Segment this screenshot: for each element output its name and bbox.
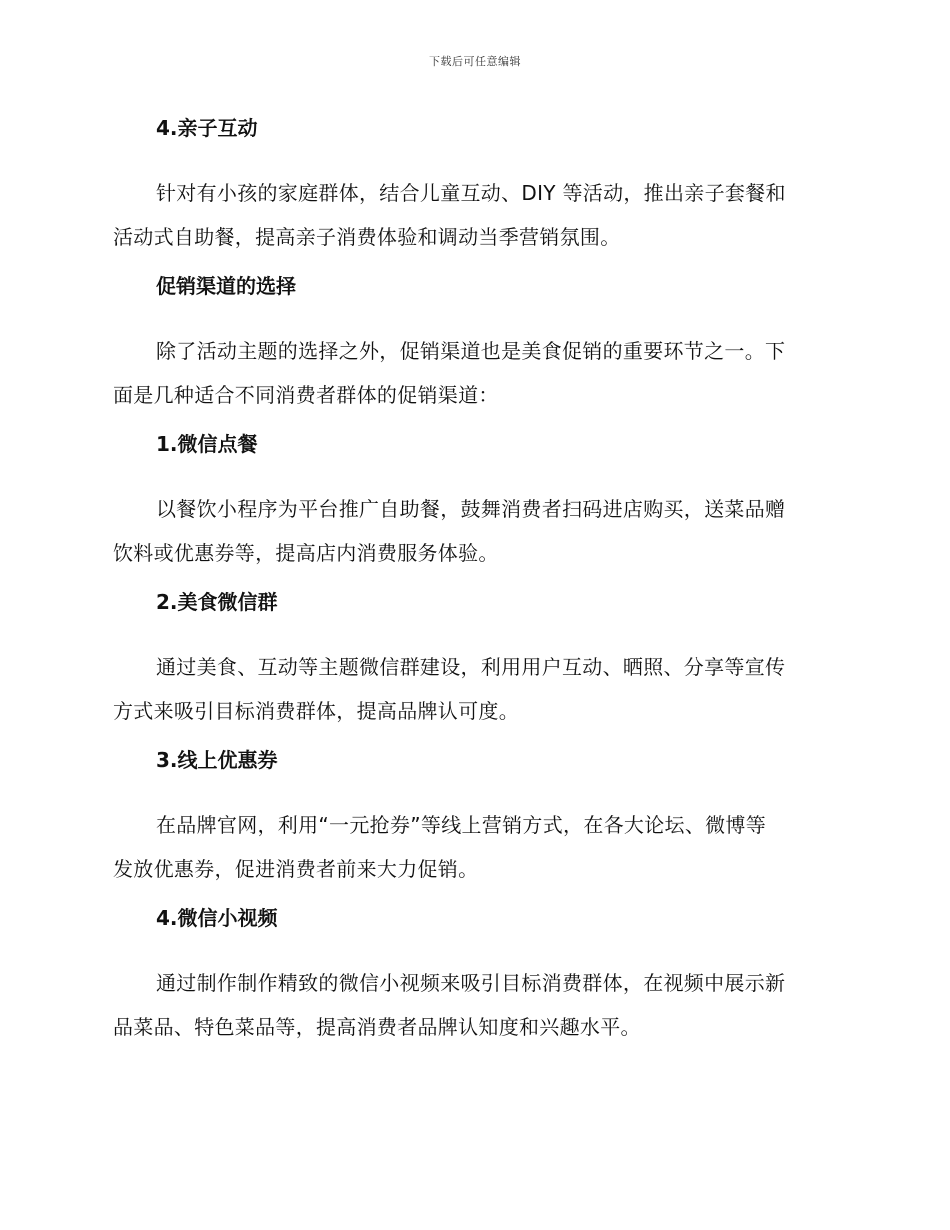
paragraph-line: 通过美食、互动等主题微信群建设，利用用户互动、晒照、分享等宣传 <box>156 655 786 679</box>
paragraph-line: 以餐饮小程序为平台推广自助餐，鼓舞消费者扫码进店购买，送菜品赠 <box>156 497 786 521</box>
paragraph-line: 活动式自助餐，提高亲子消费体验和调动当季营销氛围。 <box>113 225 621 249</box>
section-heading-parent-child-interaction: 4.亲子互动 <box>156 116 258 140</box>
paragraph-line: 针对有小孩的家庭群体，结合儿童互动、DIY 等活动，推出亲子套餐和 <box>156 181 786 205</box>
page-header-note: 下载后可任意编辑 <box>429 55 521 68</box>
section-heading-food-wechat-group: 2.美食微信群 <box>156 590 278 614</box>
paragraph-line: 面是几种适合不同消费者群体的促销渠道： <box>113 383 499 407</box>
paragraph-line: 除了活动主题的选择之外，促销渠道也是美食促销的重要环节之一。下 <box>156 339 786 363</box>
paragraph-online-coupons <box>113 803 833 891</box>
section-heading-wechat-short-video: 4.微信小视频 <box>156 906 278 930</box>
section-heading-promotion-channels: 促销渠道的选择 <box>156 274 296 298</box>
paragraph-line: 品菜品、特色菜品等，提高消费者品牌认知度和兴趣水平。 <box>113 1015 641 1039</box>
paragraph-promotion-channels <box>113 329 833 417</box>
section-heading-wechat-ordering: 1.微信点餐 <box>156 432 258 456</box>
paragraph-food-wechat-group <box>113 645 833 733</box>
section-heading-online-coupons: 3.线上优惠券 <box>156 748 278 772</box>
paragraph-line: 发放优惠券，促进消费者前来大力促销。 <box>113 857 479 881</box>
paragraph-parent-child-interaction <box>113 171 833 259</box>
paragraph-wechat-short-video <box>113 961 833 1049</box>
document-body <box>113 114 833 1062</box>
paragraph-line: 通过制作制作精致的微信小视频来吸引目标消费群体，在视频中展示新 <box>156 971 786 995</box>
paragraph-line: 饮料或优惠券等，提高店内消费服务体验。 <box>113 541 499 565</box>
paragraph-line: 方式来吸引目标消费群体，提高品牌认可度。 <box>113 699 519 723</box>
paragraph-wechat-ordering <box>113 487 833 575</box>
paragraph-line: 在品牌官网，利用“一元抢券”等线上营销方式，在各大论坛、微博等 <box>156 813 767 837</box>
